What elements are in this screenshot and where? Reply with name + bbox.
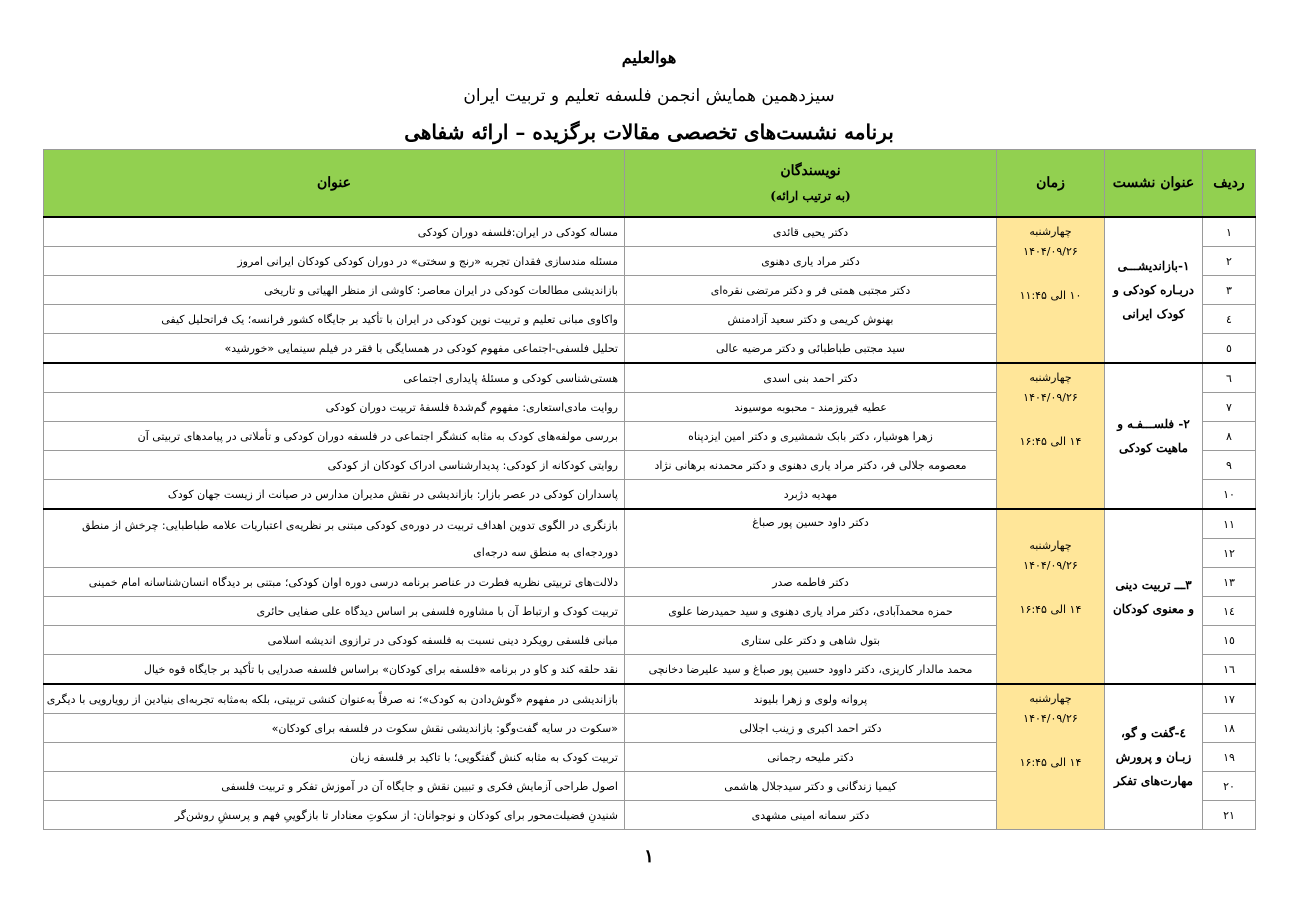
session-date: ۱۴۰۴/۰۹/۲۶	[1023, 245, 1078, 258]
table-header-row	[44, 150, 1256, 218]
row-title: مبانی فلسفی رویکرد دینی نسبت به فلسفه کودکی در ترازوی اندیشه اسلامی	[44, 626, 625, 655]
row-authors: دکتر داود حسین پور صباغ	[625, 509, 997, 568]
row-title: بررسی مولفه‌های کودک به مثابه کنشگر اجتماعی در فلسفه دوران کودکی و تأملاتی در پیامدهای تربیتی آن	[44, 422, 625, 451]
row-number: ۱۱	[1203, 509, 1256, 539]
table-row	[44, 217, 1256, 247]
row-number: ۱۸	[1203, 714, 1256, 743]
row-title: روایتی کودکانه از کودکی: پدیدارشناسی ادراک کودکان از کودکی	[44, 451, 625, 480]
row-number: ۲۱	[1203, 801, 1256, 830]
row-number: ۱۰	[1203, 480, 1256, 510]
row-authors: بهنوش کریمی و دکتر سعید آزادمنش	[625, 305, 997, 334]
row-number: ۱۹	[1203, 743, 1256, 772]
row-title: واکاوی مبانی تعلیم و تربیت نوین کودکی در ایران با تأکید بر جایگاه کشور فرانسه؛ یک فراتحلیل کیفی	[44, 305, 625, 334]
session-title: ٤-گفت و گو، زبـان و پرورش مهارت‌های تفکر	[1105, 684, 1203, 830]
row-authors: دکتر ملیحه رجمانی	[625, 743, 997, 772]
row-number: ۲۰	[1203, 772, 1256, 801]
table-row	[44, 509, 1256, 539]
row-number: ۱٦	[1203, 655, 1256, 685]
row-title: مساله کودکی در ایران:فلسفه دوران کودکی	[44, 217, 625, 247]
row-title: بازنگری در الگوی تدوین اهداف تربیت در دوره‌ی کودکی مبتنی بر نظریه‌ی اعتباریات علامه طباطبایی: چرخش از منطق دوردجه‌ای به منطق سه درجه‌ای	[44, 509, 625, 568]
col-header-session: عنوان نشست	[1105, 150, 1203, 218]
row-number: ۱٥	[1203, 626, 1256, 655]
col-header-title: عنوان	[44, 150, 625, 218]
row-authors: سید مجتبی طباطبائی و دکتر مرضیه عالی	[625, 334, 997, 364]
row-authors: دکتر مجتبی همتی فر و دکتر مرتضی نقره‌ای	[625, 276, 997, 305]
row-authors: دکتر مراد یاری دهنوی	[625, 247, 997, 276]
col-header-authors-sub: (به ترتیب ارائه)	[770, 189, 851, 203]
row-authors: معصومه جلالی فر، دکتر مراد یاری دهنوی و دکتر محمدنه برهانی نژاد	[625, 451, 997, 480]
row-authors: دکتر یحیی قائدی	[625, 217, 997, 247]
row-authors: دکتر احمد بنی اسدی	[625, 363, 997, 393]
row-number: ۷	[1203, 393, 1256, 422]
session-title: ۳ـــ تربیت دینی و معنوی کودکان	[1105, 509, 1203, 684]
col-header-authors	[625, 150, 997, 218]
row-number: ۱۷	[1203, 684, 1256, 714]
row-authors: دکتر احمد اکبری و زینب اجلالی	[625, 714, 997, 743]
page-number: ۱	[644, 846, 654, 867]
row-number: ۱٤	[1203, 597, 1256, 626]
row-title: مسئله مندسازی فقدان تجربه «رنج و سختی» در دوران کودکی کودکان ایرانی امروز	[44, 247, 625, 276]
row-authors: پروانه ولوی و زهرا بلیوند	[625, 684, 997, 714]
row-authors: عطیه فیروزمند - محبوبه موسیوند	[625, 393, 997, 422]
row-title: «سکوت در سایه گفت‌وگو: بازاندیشی نقش سکوت در فلسفه برای کودکان»	[44, 714, 625, 743]
session-time	[997, 509, 1105, 684]
row-number: ۸	[1203, 422, 1256, 451]
row-title: پاسداران کودکی در عصر بازار: بازاندیشی در نقش مدیران مدارس در صیانت از زیست جهان کودک	[44, 480, 625, 510]
row-number: ۱۲	[1203, 539, 1256, 568]
row-authors: حمزه محمدآبادی، دکتر مراد یاری دهنوی و سید حمیدرضا علوی	[625, 597, 997, 626]
row-title: اصول طراحی آزمایش فکری و تبیین نقش و جایگاه آن در آموزش تفکر و تربیت فلسفی	[44, 772, 625, 801]
row-authors: کیمیا زندگانی و دکتر سیدجلال هاشمی	[625, 772, 997, 801]
session-day: چهارشنبه	[1029, 371, 1072, 384]
col-header-time: زمان	[997, 150, 1105, 218]
col-header-authors-label: نویسندگان	[780, 163, 841, 179]
row-title: تحلیل فلسفی-اجتماعی مفهوم کودکی در همسایگی با فقر در فیلم سینمایی «خورشید»	[44, 334, 625, 364]
row-title: بازاندیشی مطالعات کودکی در ایران معاصر: کاوشی از منظر الهیاتی و تاریخی	[44, 276, 625, 305]
row-authors: مهدیه دژبرد	[625, 480, 997, 510]
row-title: هستی‌شناسی کودکی و مسئلۀ پایداری اجتماعی	[44, 363, 625, 393]
row-number: ۱۳	[1203, 568, 1256, 597]
row-number: ٤	[1203, 305, 1256, 334]
row-title: روایت مادی‌استعاری: مفهوم گم‌شدۀ فلسفۀ تربیت دوران کودکی	[44, 393, 625, 422]
session-day: چهارشنبه	[1029, 692, 1072, 705]
session-date: ۱۴۰۴/۰۹/۲۶	[1023, 559, 1078, 572]
table-row	[44, 363, 1256, 393]
session-time-range: ۱۴ الی ۱۶:۴۵	[1019, 435, 1082, 448]
col-header-radif: ردیف	[1203, 150, 1256, 218]
row-number: ٥	[1203, 334, 1256, 364]
row-title: دلالت‌های تربیتی نظریه فطرت در عناصر برنامه درسی دوره اوان کودکی؛ مبتنی بر دیدگاه انسان‌شناسانه امام خمینی	[44, 568, 625, 597]
session-date: ۱۴۰۴/۰۹/۲۶	[1023, 712, 1078, 725]
row-authors: دکتر فاطمه صدر	[625, 568, 997, 597]
table-row	[44, 684, 1256, 714]
row-number: ۱	[1203, 217, 1256, 247]
session-title: ۲- فلســـفـه و ماهیت کودکی	[1105, 363, 1203, 509]
row-number: ۲	[1203, 247, 1256, 276]
conference-title: سیزدهمین همایش انجمن فلسفه تعلیم و تربیت ایران	[463, 86, 835, 106]
session-time	[997, 363, 1105, 509]
session-time-range: ۱۰ الی ۱۱:۴۵	[1019, 289, 1082, 302]
row-title: بازاندیشی در مفهوم «گوش‌دادن به کودک»؛ نه صرفاً به‌عنوان کنشی تربیتی، بلکه به‌مثابه تجربه‌ای بنیادین از رویارویی با دیگری	[44, 684, 625, 714]
row-number: ٦	[1203, 363, 1256, 393]
row-authors: محمد مالدار کاریزی، دکتر داوود حسین پور صباغ و سید علیرضا دخانچی	[625, 655, 997, 685]
row-authors: دکتر سمانه امینی مشهدی	[625, 801, 997, 830]
session-day: چهارشنبه	[1029, 539, 1072, 552]
page-heading-dedication: هوالعلیم	[621, 48, 677, 67]
row-title: تربیت کودک به مثابه کنش گفتگویی؛ با تاکید بر فلسفه زبان	[44, 743, 625, 772]
session-time	[997, 684, 1105, 830]
session-date: ۱۴۰۴/۰۹/۲۶	[1023, 391, 1078, 404]
session-title: ۱-بازاندیشـــی دربـاره کودکی و کودک ایرانی	[1105, 217, 1203, 363]
session-day: چهارشنبه	[1029, 225, 1072, 238]
program-title: برنامه نشست‌های تخصصی مقالات برگزیده – ارائه شفاهی	[404, 120, 894, 144]
session-time-range: ۱۴ الی ۱۶:۴۵	[1019, 603, 1082, 616]
row-title: نقد حلقه کند و کاو در برنامه «فلسفه برای کودکان» براساس فلسفه صدرایی با تأکید بر جایگاه قوه خیال	[44, 655, 625, 685]
schedule-table	[43, 149, 1256, 830]
row-title: تربیت کودک و ارتباط آن با مشاوره فلسفی بر اساس دیدگاه علی صفایی حائری	[44, 597, 625, 626]
row-authors: بتول شاهی و دکتر علی ستاری	[625, 626, 997, 655]
row-number: ۳	[1203, 276, 1256, 305]
row-title: شنیدنِ فضیلت‌محور برای کودکان و نوجوانان: از سکوتِ معنادار تا بازگوییِ فهم و پرسشِ روشن‌گر	[44, 801, 625, 830]
row-number: ۹	[1203, 451, 1256, 480]
session-time-range: ۱۴ الی ۱۶:۴۵	[1019, 756, 1082, 769]
session-time	[997, 217, 1105, 363]
row-authors: زهرا هوشیار، دکتر بابک شمشیری و دکتر امین ایزدپناه	[625, 422, 997, 451]
